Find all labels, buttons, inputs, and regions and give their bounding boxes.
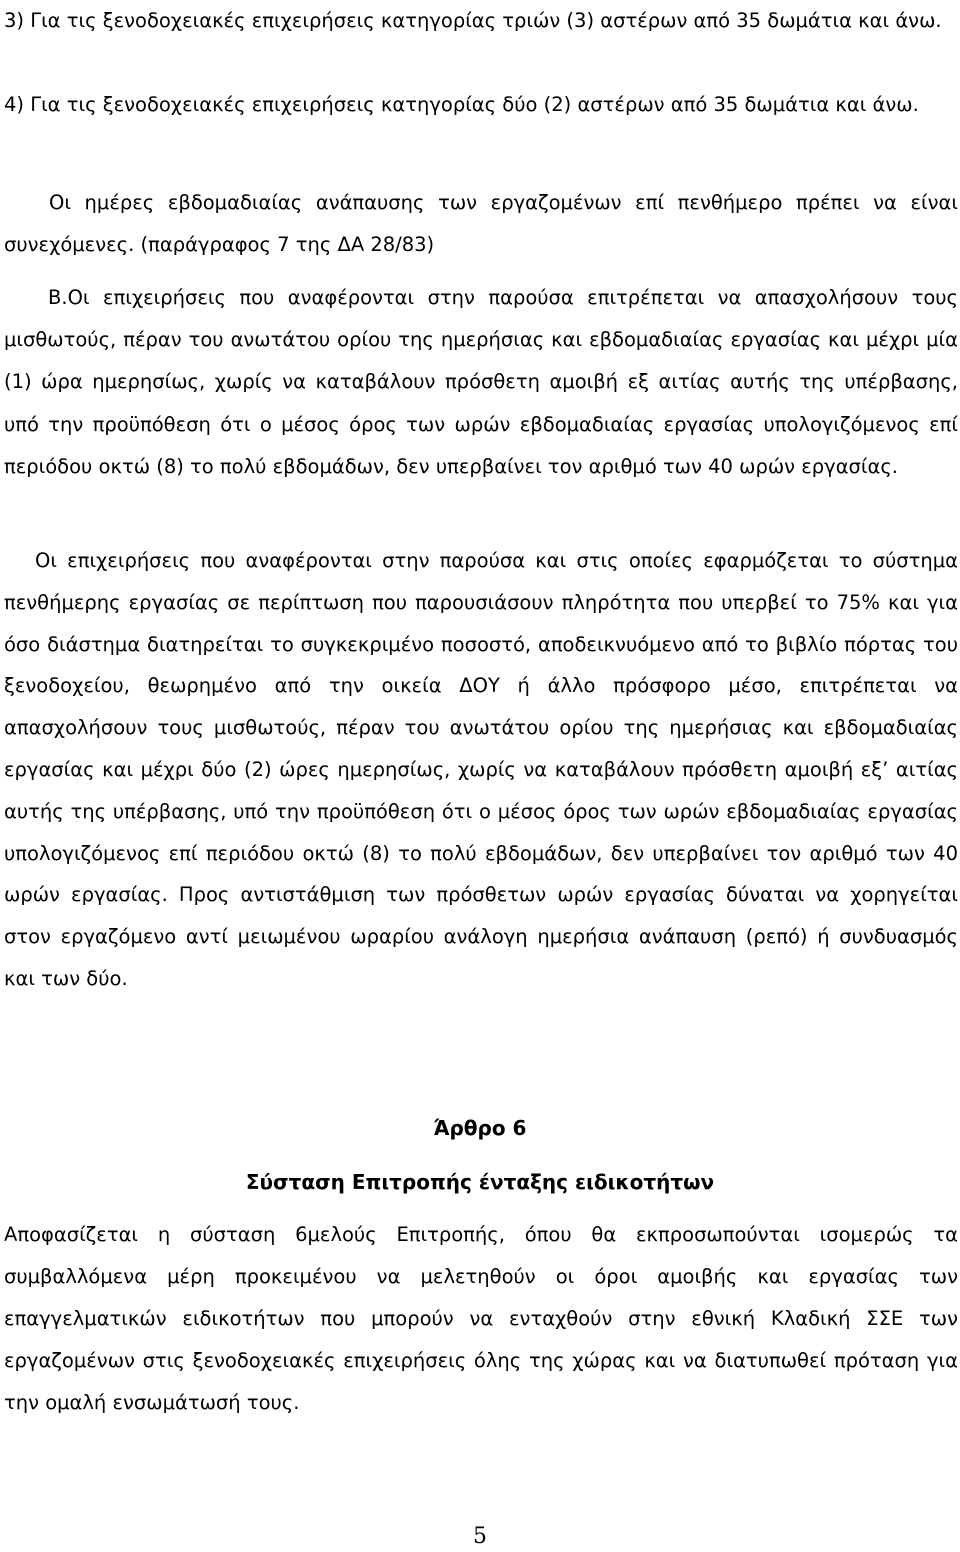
article-number: Άρθρο 6 [433,1116,527,1140]
article-title: Σύσταση Επιτροπής ένταξης ειδικοτήτων [245,1170,715,1194]
committee-paragraph: Αποφασίζεται η σύσταση 6μελούς Επιτροπής, όπου θα εκπροσωπούνται ισομερώς τα συμβαλλόμενα μέρη προκειμένου να μελετηθούν οι όροι αμοιβής και εργασίας των επαγγελματικών ειδικοτήτων που μπορούν να ενταχθούν στην εθνική Κλαδική ΣΣΕ των εργαζομένων στις ξενοδοχειακές επιχειρήσεις όλης της χώρας και να διατυπωθεί πρόταση για την ομαλή ενσωμάτωσή τους. [4,1223,958,1414]
page-number: 5 [473,1524,487,1549]
list-item-4: 4) Για τις ξενοδοχειακές επιχειρήσεις κατηγορίας δύο (2) αστέρων από 35 δωμάτια και άνω. [4,93,919,116]
list-item-3: 3) Για τις ξενοδοχειακές επιχειρήσεις κατηγορίας τριών (3) αστέρων από 35 δωμάτια και άνω. [4,9,942,32]
rest-days-paragraph: Οι ημέρες εβδομαδιαίας ανάπαυσης των εργαζομένων επί πενθήμερο πρέπει να είναι συνεχόμενες. (παράγραφος 7 της ΔΑ 28/83) [4,191,958,256]
occupancy-paragraph: Οι επιχειρήσεις που αναφέρονται στην παρούσα και στις οποίες εφαρμόζεται το σύστημα πενθήμερης εργασίας σε περίπτωση που παρουσιάσουν πληρότητα που υπερβεί το 75% και για όσο διάστημα διατηρείται το συγκεκριμένο ποσοστό, αποδεικνυόμενο από το βιβλίο πόρτας του ξενοδοχείου, θεωρημένο από την οικεία ΔΟΥ ή άλλο πρόσφορο μέσο, επιτρέπεται να απασχολήσουν τους μισθωτούς, πέραν του ανωτάτου ορίου της ημερήσιας και εβδομαδιαίας εργασίας και μέχρι δύο (2) ώρες ημερησίως, χωρίς να καταβάλουν πρόσθετη αμοιβή εξ’ αιτίας αυτής της υπέρβασης, υπό την προϋπόθεση ότι ο μέσος όρος των ωρών εβδομαδιαίας εργασίας υπολογιζόμενος επί περιόδου οκτώ (8) το πολύ εβδομάδων, δεν υπερβαίνει τον αριθμό των 40 ωρών εργασίας. Προς αντιστάθμιση των πρόσθετων ωρών εργασίας δύναται να χορηγείται στον εργαζόμενο αντί μειωμένου ωραρίου ανάλογη ημερήσια ανάπαυση (ρεπό) ή συνδυασμός και των δύο. [4,549,958,990]
paragraph-b: Β.Οι επιχειρήσεις που αναφέρονται στην παρούσα επιτρέπεται να απασχολήσουν τους μισθωτούς, πέραν του ανωτάτου ορίου της ημερήσιας και εβδομαδιαίας εργασίας και μέχρι μία (1) ώρα ημερησίως, χωρίς να καταβάλουν πρόσθετη αμοιβή εξ αιτίας αυτής της υπέρβασης, υπό την προϋπόθεση ότι ο μέσος όρος των ωρών εβδομαδιαίας εργασίας υπολογιζόμενος επί περιόδου οκτώ (8) το πολύ εβδομάδων, δεν υπερβαίνει τον αριθμό των 40 ωρών εργασίας. [4,286,958,478]
